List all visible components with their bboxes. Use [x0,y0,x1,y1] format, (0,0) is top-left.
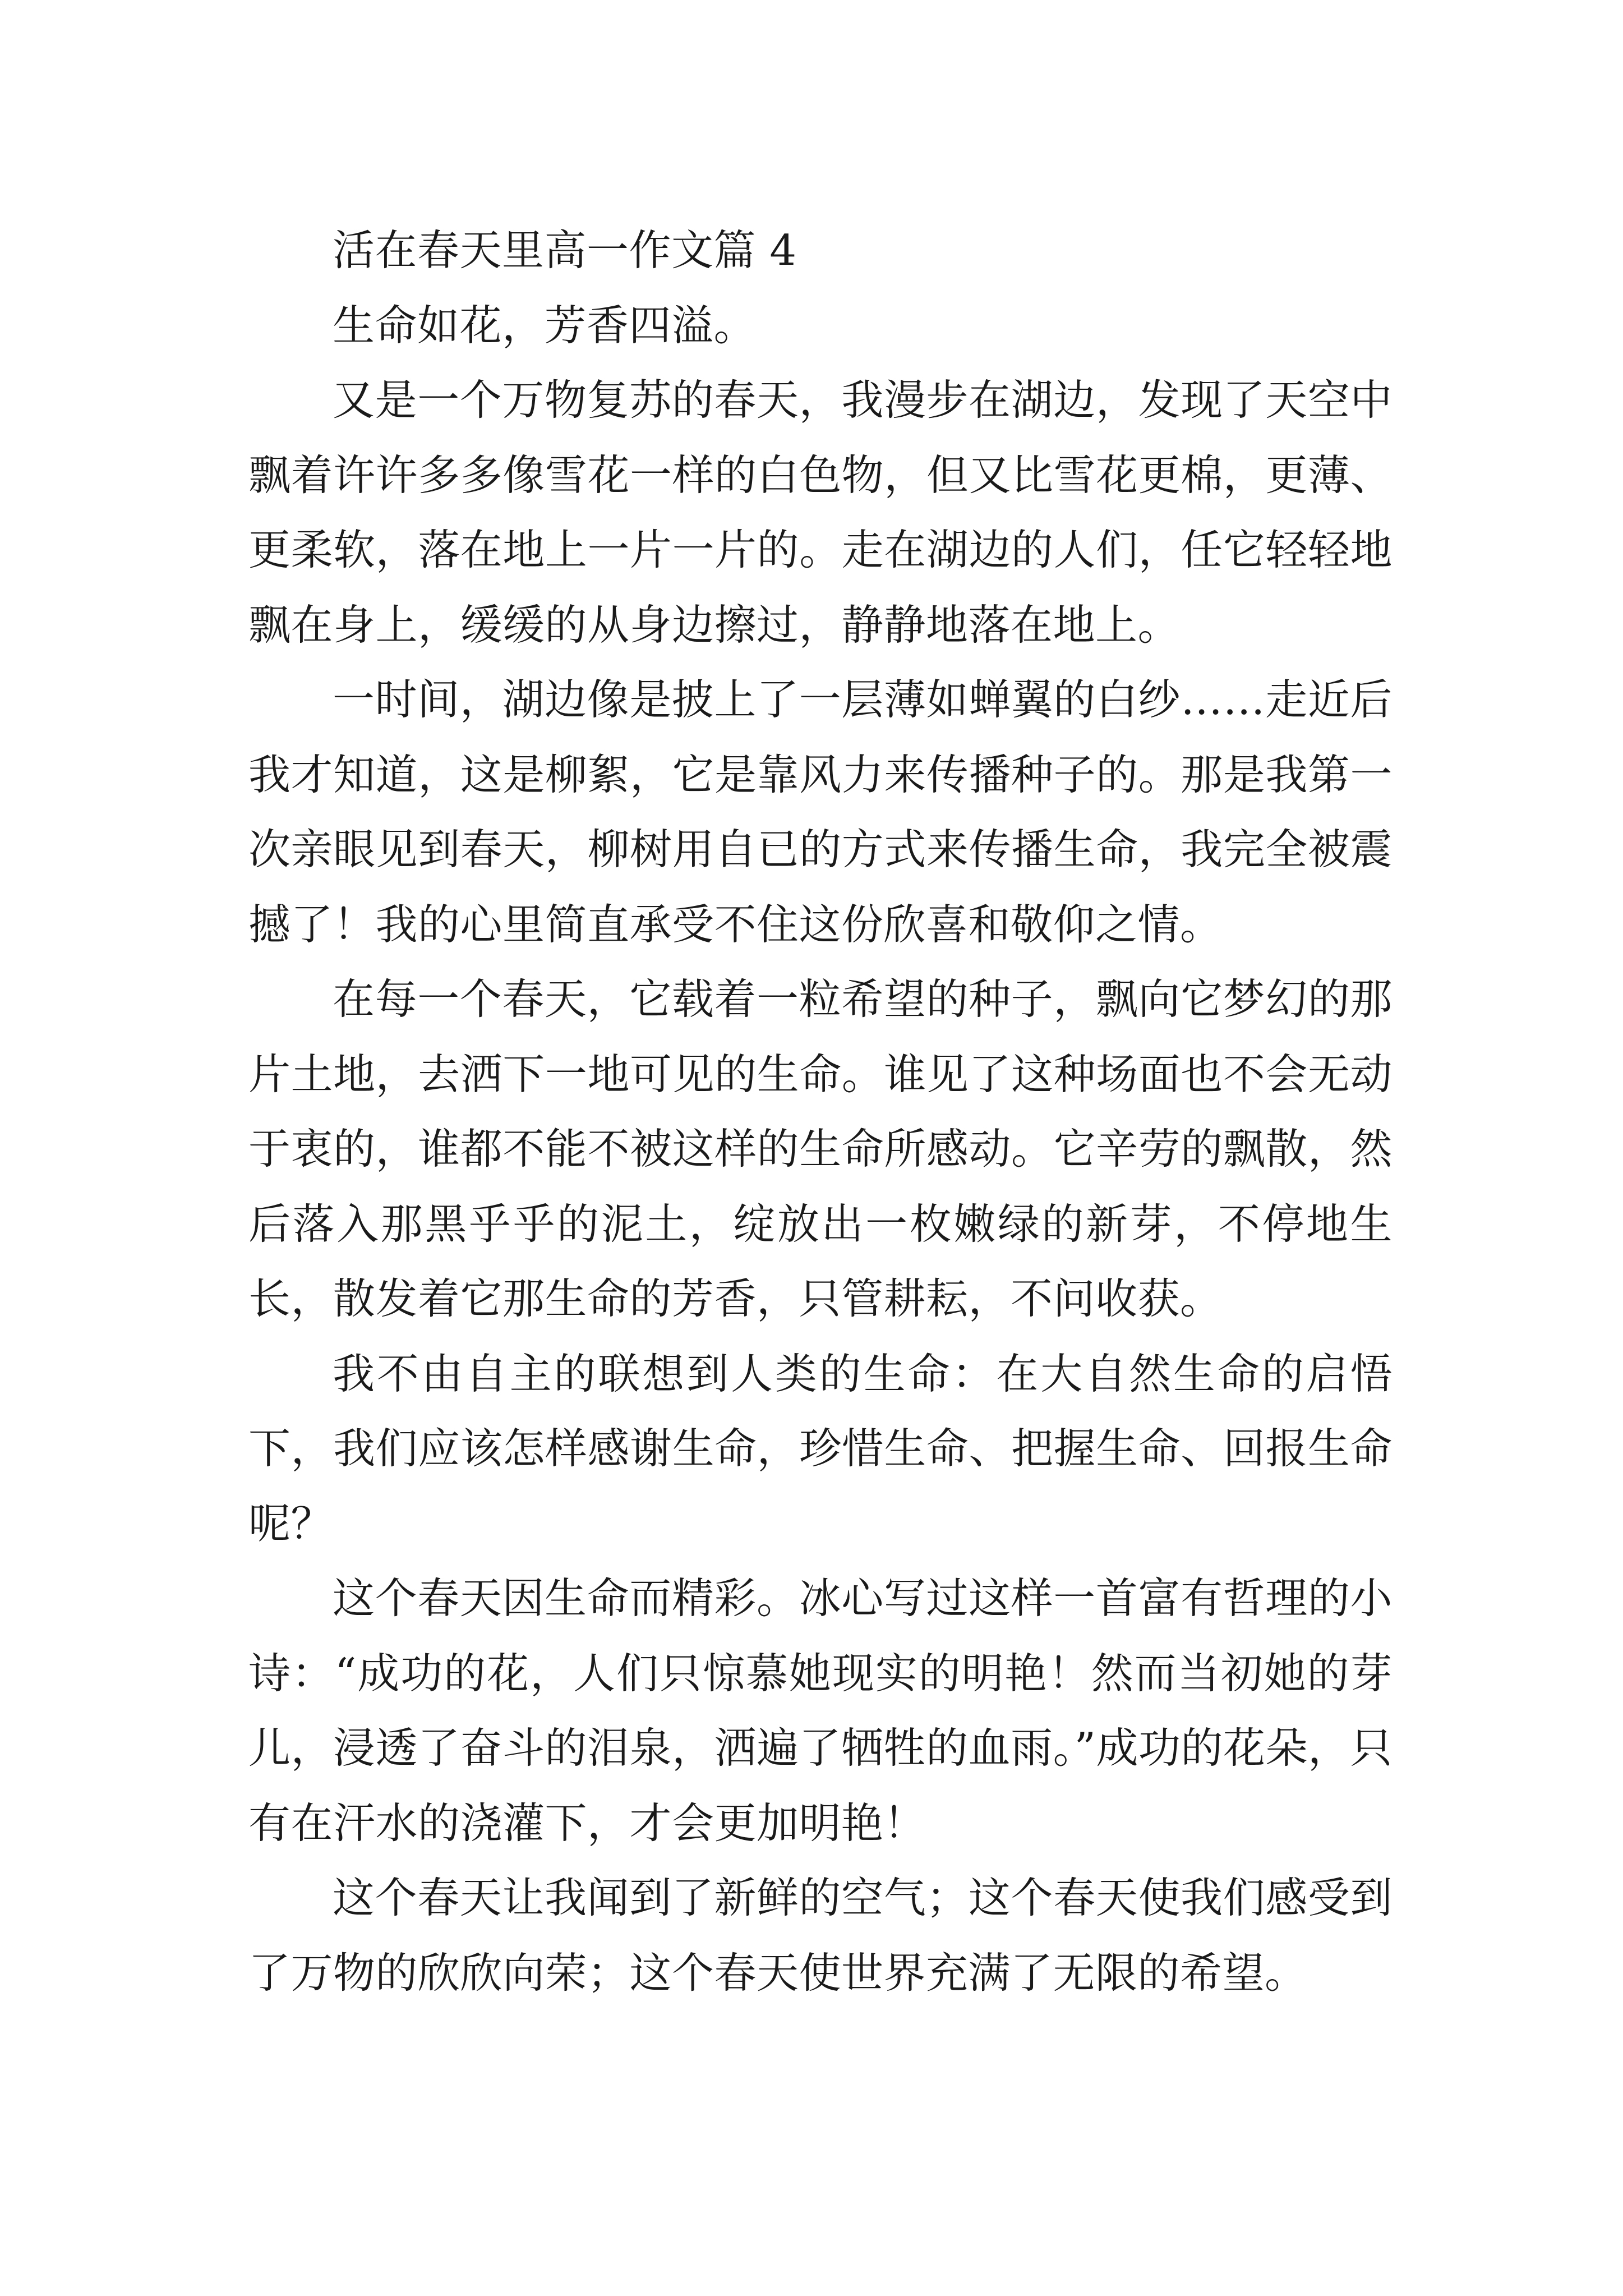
paragraph: 在每一个春天，它载着一粒希望的种子，飘向它梦幻的那片土地，去洒下一地可见的生命。谁见了这种场面也不会无动于衷的，谁都不能不被这样的生命所感动。它辛劳的飘散，然后落入那黑乎乎的泥土，绽放出一枚嫩绿的新芽，不停地生长，散发着它那生命的芳香，只管耕耘，不问收获。 [248,974,1393,1323]
paragraph: 这个春天因生命而精彩。冰心写过这样一首富有哲理的小诗：“成功的花，人们只惊慕她现实的明艳！然而当初她的芽儿，浸透了奋斗的泪泉，洒遍了牺牲的血雨。”成功的花朵，只有在汗水的浇灌下，才会更加明艳！ [248,1573,1393,1848]
paragraph: 又是一个万物复苏的春天，我漫步在湖边，发现了天空中飘着许许多多像雪花一样的白色物，但又比雪花更棉，更薄、更柔软，落在地上一片一片的。走在湖边的人们，任它轻轻地飘在身上，缓缓的从身边擦过，静静地落在地上。 [248,375,1393,650]
paragraph: 这个春天让我闻到了新鲜的空气；这个春天使我们感受到了万物的欣欣向荣；这个春天使世界充满了无限的希望。 [248,1873,1393,1998]
paragraph: 生命如花，芳香四溢。 [333,300,757,350]
paragraph: 我不由自主的联想到人类的生命：在大自然生命的启悟下，我们应该怎样感谢生命，珍惜生命、把握生命、回报生命呢？ [248,1349,1393,1548]
document-title: 活在春天里高一作文篇 4 [333,226,797,275]
document-body [248,213,1393,2010]
paragraph: 一时间，湖边像是披上了一层薄如蝉翼的白纱……走近后我才知道，这是柳絮，它是靠风力来传播种子的。那是我第一次亲眼见到春天，柳树用自已的方式来传播生命，我完全被震撼了！我的心里简直承受不住这份欣喜和敬仰之情。 [248,675,1393,949]
